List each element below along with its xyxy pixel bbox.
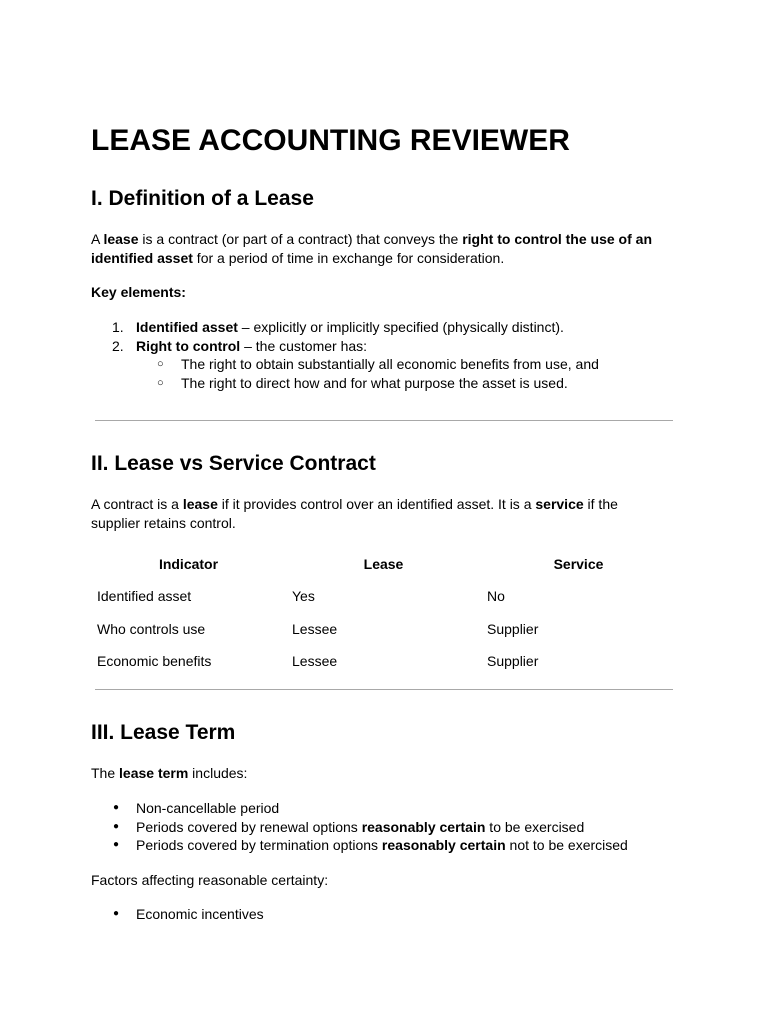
divider <box>95 689 673 690</box>
table-cell: Lessee <box>292 653 338 670</box>
table-cell: Identified asset <box>97 588 192 605</box>
table-cell: Lessee <box>292 620 338 637</box>
lease-vs-service-table <box>91 548 676 678</box>
circle-bullet-icon: ○ <box>157 376 164 389</box>
table-cell: Who controls use <box>97 620 206 637</box>
factors-list <box>91 905 676 924</box>
bullet-icon: ● <box>113 839 120 850</box>
table-header: Lease <box>363 556 404 572</box>
table-header: Indicator <box>158 556 219 572</box>
table-cell: Economic benefits <box>97 653 212 670</box>
section-1-paragraph: A lease is a contract (or part of a contract) that conveys the right to control the use of an identified asset for a period of time in exchange for consideration. <box>91 231 652 266</box>
table-cell: No <box>487 588 505 605</box>
section-1-heading: I. Definition of a Lease <box>91 187 314 210</box>
key-elements-list <box>91 318 676 392</box>
sub-list-item: ○ The right to obtain substantially all economic benefits from use, and <box>157 356 599 372</box>
sub-list-item: ○ The right to direct how and for what purpose the asset is used. <box>157 374 568 391</box>
key-elements-label: Key elements: <box>91 284 186 300</box>
factors-label: Factors affecting reasonable certainty: <box>91 872 329 888</box>
section-2-paragraph: A contract is a lease if it provides control over an identified asset. It is a service if the supplier retains control. <box>91 496 618 531</box>
list-item: ● Economic incentives <box>113 906 264 922</box>
table-cell: Yes <box>292 588 315 605</box>
section-3-paragraph: The lease term includes: <box>91 765 248 781</box>
list-item: 1. Identified asset – explicitly or implicitly specified (physically distinct). <box>112 319 564 335</box>
section-2-heading: II. Lease vs Service Contract <box>91 452 376 475</box>
bullet-icon: ● <box>113 820 120 832</box>
table-header: Service <box>553 556 604 572</box>
list-item: 2. Right to control – the customer has: <box>112 337 368 354</box>
bullet-icon: ● <box>113 908 120 919</box>
list-item: ● Periods covered by termination options reasonably certain not to be exercised <box>113 837 628 853</box>
circle-bullet-icon: ○ <box>157 358 164 370</box>
bullet-icon: ● <box>113 802 120 813</box>
list-item: ● Non-cancellable period <box>113 800 280 816</box>
section-3-heading: III. Lease Term <box>91 721 236 744</box>
table-cell: Supplier <box>487 653 539 670</box>
table-row <box>91 580 676 613</box>
document-title: LEASE ACCOUNTING REVIEWER <box>91 124 570 157</box>
table-header-row <box>91 548 676 580</box>
divider <box>95 420 673 421</box>
lease-term-list <box>91 799 676 855</box>
table-row <box>91 613 676 646</box>
table-cell: Supplier <box>487 620 539 637</box>
list-item: ● Periods covered by renewal options reasonably certain to be exercised <box>113 818 585 835</box>
table-row <box>91 645 676 678</box>
